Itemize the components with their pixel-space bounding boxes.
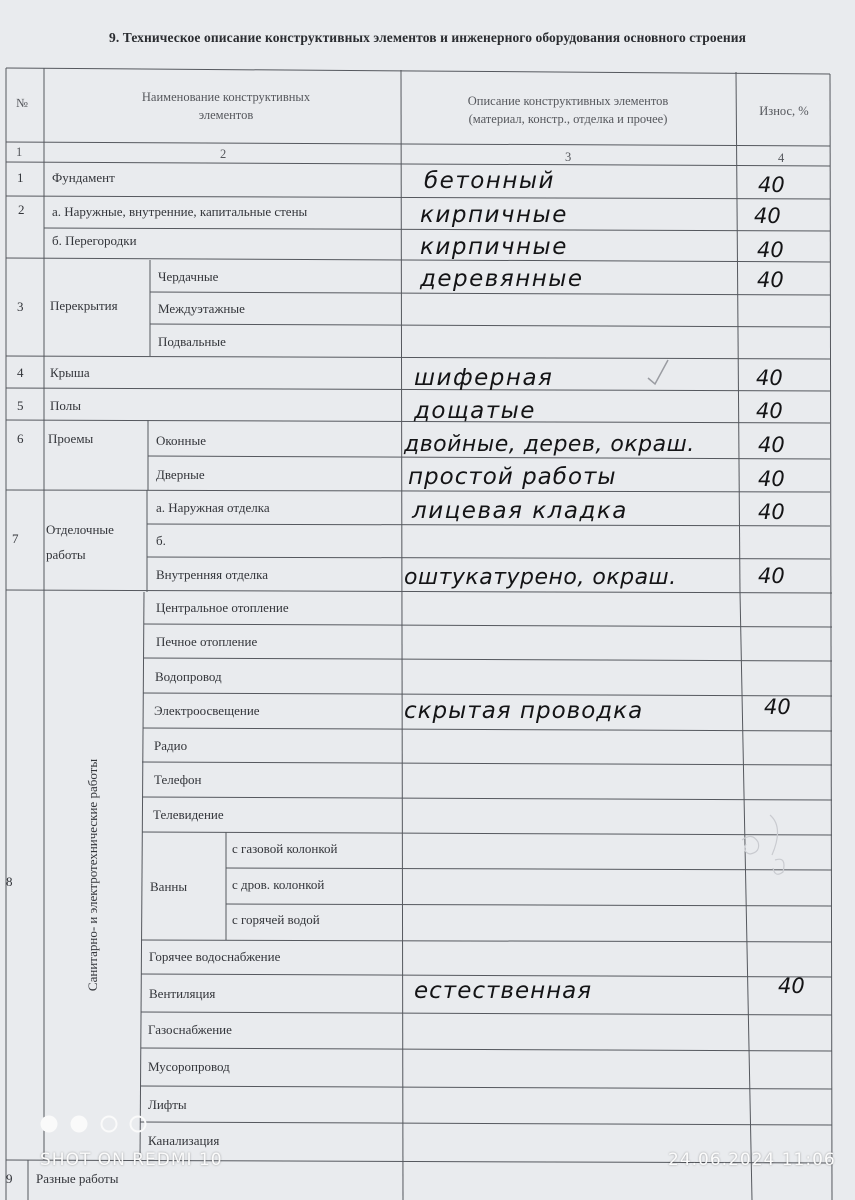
misc-label: Разные работы xyxy=(36,1171,119,1186)
electric-desc: скрытая проводка xyxy=(404,698,644,724)
row-num: 4 xyxy=(17,365,24,380)
header-desc-line2: (материал, констр., отделка и прочее) xyxy=(468,112,668,127)
slabs-interfloor-label: Междуэтажные xyxy=(158,301,245,316)
roof-wear: 40 xyxy=(756,366,783,390)
bath-hot-label: с горячей водой xyxy=(232,912,320,927)
openings-door-label: Дверные xyxy=(156,467,205,482)
bath-gas-label: с газовой колонкой xyxy=(232,841,338,856)
roof-desc: шиферная xyxy=(414,365,554,391)
slabs-attic-label: Чердачные xyxy=(158,269,219,284)
check-mark-icon xyxy=(648,360,668,384)
gas-label: Газоснабжение xyxy=(148,1022,232,1037)
sewer-label: Канализация xyxy=(148,1133,220,1148)
central-heating-label: Центральное отопление xyxy=(156,600,289,615)
openings-window-desc: двойные, дерев, окраш. xyxy=(404,432,695,457)
header-desc xyxy=(418,92,718,128)
baths-label: Ванны xyxy=(150,879,188,894)
row-num: 8 xyxy=(6,874,13,889)
header-name-line2: элементов xyxy=(198,108,254,123)
slabs-attic-desc: деревянные xyxy=(420,266,584,292)
electric-label: Электроосвещение xyxy=(154,703,260,718)
engineering-label: Санитарно- и электротехнические работы xyxy=(85,758,100,992)
partitions-wear: 40 xyxy=(757,238,784,262)
openings-door-wear: 40 xyxy=(758,467,785,491)
foundation-label: Фундамент xyxy=(52,170,115,185)
flooring-label: Полы xyxy=(50,398,81,413)
flooring-desc: дощатые xyxy=(414,398,536,424)
header-num: № xyxy=(16,96,28,110)
finishing-label-line1: Отделочные xyxy=(46,522,114,537)
slabs-basement-label: Подвальные xyxy=(158,334,226,349)
watermark-device: SHOT ON REDMI 10 xyxy=(40,1150,223,1170)
phone-label: Телефон xyxy=(154,772,202,787)
header-name xyxy=(96,88,356,124)
pencil-mark-icon xyxy=(742,815,784,874)
slabs-attic-wear: 40 xyxy=(757,268,784,292)
header-wear: Износ, % xyxy=(759,104,809,118)
roof-label: Крыша xyxy=(50,365,90,380)
hot-water-label: Горячее водоснабжение xyxy=(149,949,281,964)
row-num: 2 xyxy=(18,202,25,217)
row-num: 3 xyxy=(17,299,24,314)
finishing-label-line2: работы xyxy=(46,546,86,562)
garbage-label: Мусоропровод xyxy=(148,1059,230,1074)
finishing-label xyxy=(46,518,114,567)
watermark-datetime: 24.06.2024 11:06 xyxy=(668,1150,836,1170)
header-col4: 4 xyxy=(778,151,785,165)
ventilation-desc: естественная xyxy=(414,978,593,1004)
finishing-inner-label: Внутренняя отделка xyxy=(156,567,268,582)
walls-label: а. Наружные, внутренние, капитальные стены xyxy=(52,204,308,219)
stove-heating-label: Печное отопление xyxy=(156,634,258,649)
row-num: 6 xyxy=(17,431,24,446)
flooring-wear: 40 xyxy=(756,399,783,423)
header-col1: 1 xyxy=(16,145,23,159)
lifts-label: Лифты xyxy=(148,1097,187,1112)
foundation-wear: 40 xyxy=(758,173,785,197)
foundation-desc: бетонный xyxy=(424,168,555,194)
row-num: 5 xyxy=(17,398,24,413)
partitions-desc: кирпичные xyxy=(420,234,568,260)
bath-wood-label: с дров. колонкой xyxy=(232,877,325,892)
header-desc-line1: Описание конструктивных элементов xyxy=(467,94,669,108)
electric-wear: 40 xyxy=(764,695,791,719)
openings-window-label: Оконные xyxy=(156,433,206,448)
water-label: Водопровод xyxy=(155,669,222,684)
openings-door-desc: простой работы xyxy=(408,464,617,490)
finishing-outer-desc: лицевая кладка xyxy=(412,498,628,524)
header-name-line1: Наименование конструктивных xyxy=(141,90,311,104)
header-col3: 3 xyxy=(565,150,572,164)
ventilation-label: Вентиляция xyxy=(149,986,216,1001)
partitions-label: б. Перегородки xyxy=(52,233,137,248)
openings-label: Проемы xyxy=(48,431,94,446)
tv-label: Телевидение xyxy=(153,807,224,822)
slabs-label: Перекрытия xyxy=(50,298,118,313)
radio-label: Радио xyxy=(154,738,188,753)
ventilation-wear: 40 xyxy=(778,974,805,998)
finishing-inner-wear: 40 xyxy=(758,564,785,588)
camera-dots-icon xyxy=(40,1114,150,1134)
row-num: 9 xyxy=(6,1171,13,1186)
finishing-outer-wear: 40 xyxy=(758,500,785,524)
walls-wear: 40 xyxy=(754,204,781,228)
header-col2: 2 xyxy=(220,147,227,161)
row-num: 1 xyxy=(17,170,24,185)
finishing-inner-desc: оштукатурено, окраш. xyxy=(404,565,677,590)
openings-window-wear: 40 xyxy=(758,433,785,457)
finishing-outer-label: а. Наружная отделка xyxy=(156,500,270,515)
row-num: 7 xyxy=(12,531,19,546)
walls-desc: кирпичные xyxy=(420,202,568,228)
finishing-b-label: б. xyxy=(156,533,166,548)
page-title: 9. Техническое описание конструктивных элементов и инженерного оборудования основного строения xyxy=(108,30,747,45)
